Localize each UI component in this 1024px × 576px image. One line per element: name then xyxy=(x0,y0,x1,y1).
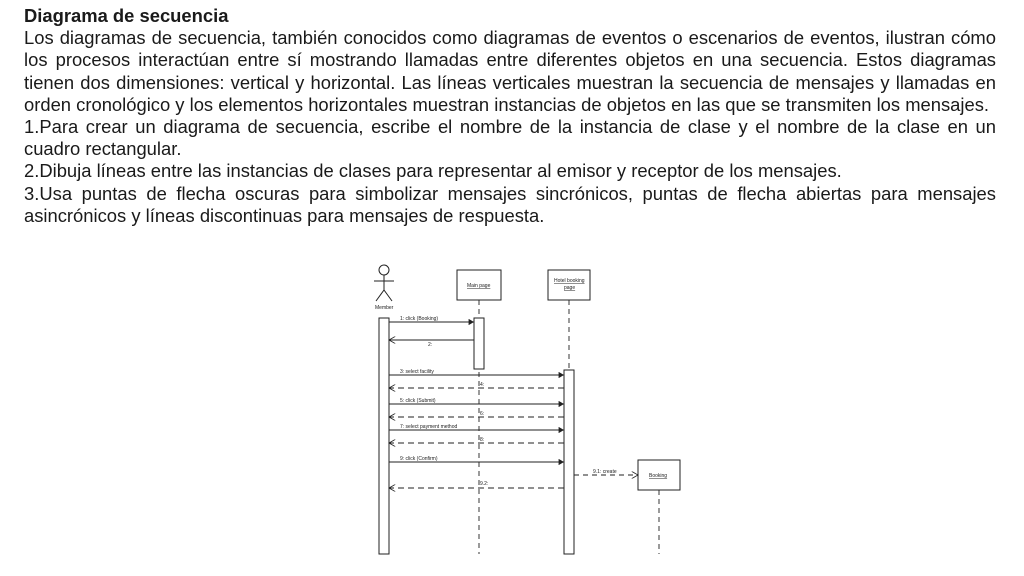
member-activation xyxy=(379,318,389,554)
message-2-label: 2: xyxy=(428,342,433,348)
main-page-activation xyxy=(474,318,484,369)
hotel-page-label-2: page xyxy=(564,285,576,291)
hotel-page-label-1: Hotel booking xyxy=(554,278,585,284)
message-8-label: 8: xyxy=(480,437,485,443)
step-1: 1.Para crear un diagrama de secuencia, escribe el nombre de la instancia de clase y el nombre de la clase en un cuadro rectangular. xyxy=(24,116,996,160)
message-6-label: 6: xyxy=(480,411,485,417)
hotel-page-activation xyxy=(564,370,574,554)
message-5-label: 5: click (Submit) xyxy=(400,398,436,404)
step-2: 2.Dibuja líneas entre las instancias de clases para representar al emisor y receptor de los mensajes. xyxy=(24,160,842,182)
message-9-2-label: 9.2: xyxy=(480,481,489,487)
message-7-label: 7: select payment method xyxy=(400,424,458,430)
message-4-label: 4: xyxy=(480,382,485,388)
main-page-label: Main page xyxy=(467,283,491,289)
intro-paragraph: Los diagramas de secuencia, también conocidos como diagramas de eventos o escenarios de eventos, ilustran cómo los procesos interactúan entre sí mostrando llamadas entre diferentes objetos en una secuencia. Estos diagramas tienen dos dimensiones: vertical y horizontal. Las líneas verticales muestran la secuencia de mensajes y llamadas en orden cronológico y los elementos horizontales muestran instancias de objetos en las que se transmiten los mensajes. xyxy=(24,27,996,115)
message-3-label: 3: select facility xyxy=(400,369,434,375)
page-title: Diagrama de secuencia xyxy=(24,5,229,26)
message-9-label: 9: click (Confirm) xyxy=(400,456,438,462)
message-1-label: 1: click (Booking) xyxy=(400,316,439,322)
sequence-diagram xyxy=(360,258,700,576)
step-3: 3.Usa puntas de flecha oscuras para simbolizar mensajes sincrónicos, puntas de flecha abiertas para mensajes asincrónicos y líneas discontinuas para mensajes de respuesta. xyxy=(24,182,996,226)
booking-label: Booking xyxy=(649,473,668,479)
actor-figure xyxy=(374,265,394,301)
actor-label: Member xyxy=(375,305,394,311)
message-9-1-label: 9.1: create xyxy=(593,469,617,475)
text-block xyxy=(24,5,996,227)
